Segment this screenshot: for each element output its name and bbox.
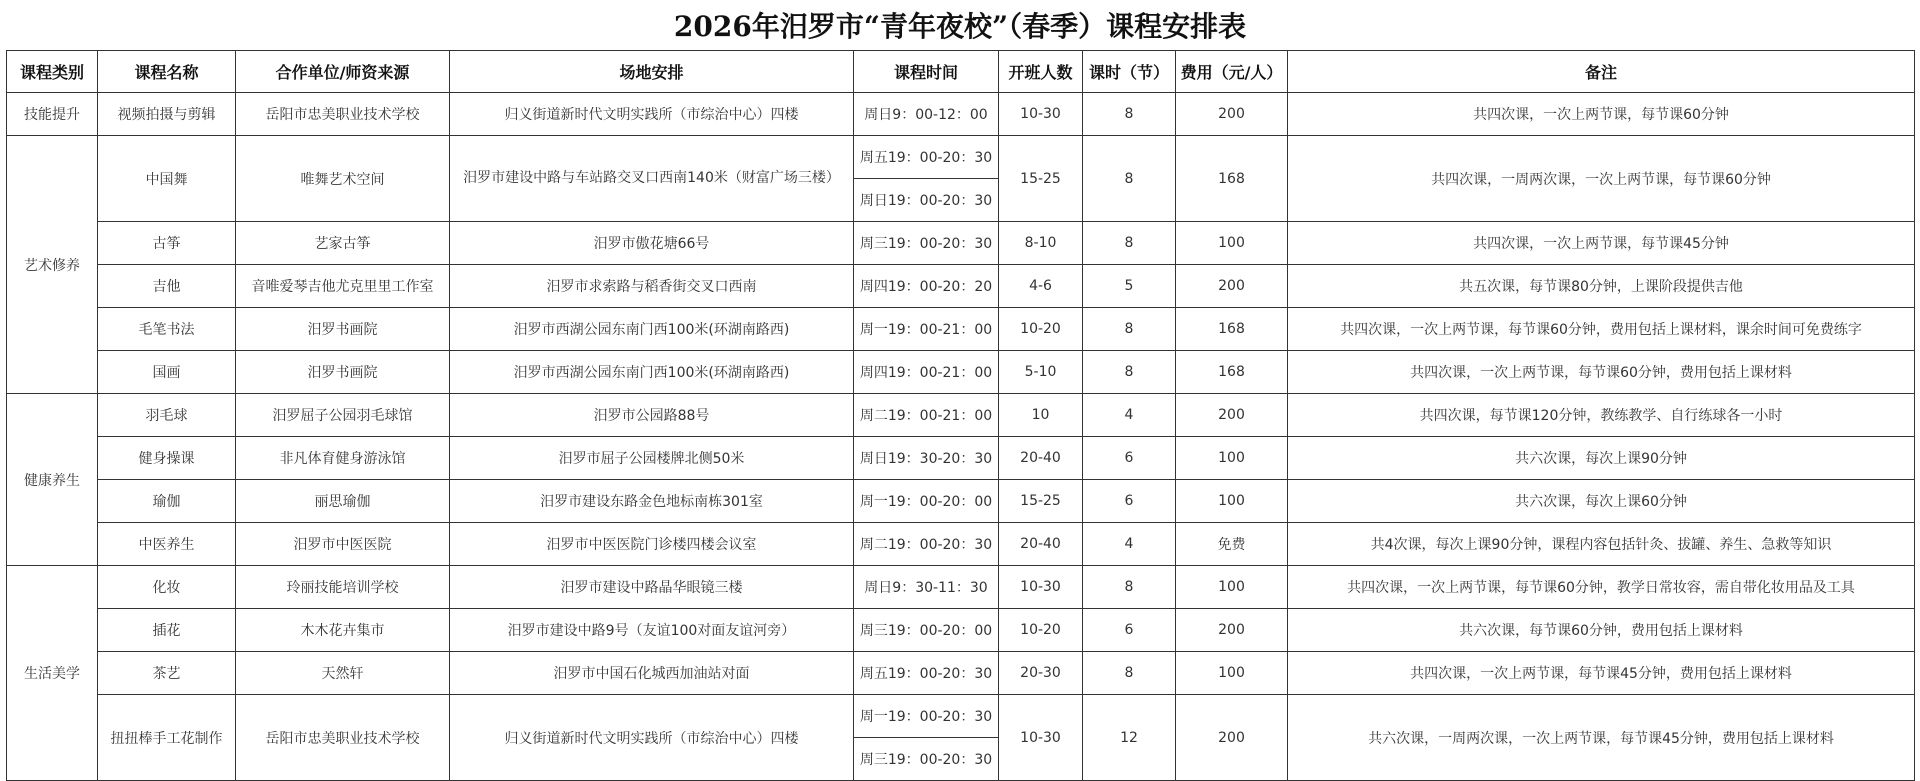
partner-cell: 音唯爱琴吉他尤克里里工作室 — [236, 265, 450, 308]
table-row — [7, 351, 1915, 394]
partner-cell: 岳阳市忠美职业技术学校 — [236, 93, 450, 136]
venue-cell: 汨罗市西湖公园东南门西100米(环湖南路西) — [450, 308, 854, 351]
venue-cell: 汨罗市建设中路晶华眼镜三楼 — [450, 566, 854, 609]
lessons-cell: 8 — [1083, 93, 1176, 136]
fee-cell: 100 — [1176, 566, 1288, 609]
lessons-cell: 5 — [1083, 265, 1176, 308]
fee-cell: 200 — [1176, 265, 1288, 308]
course-name: 视频拍摄与剪辑 — [98, 93, 236, 136]
partner-cell: 汨罗市中医医院 — [236, 523, 450, 566]
lessons-cell: 8 — [1083, 566, 1176, 609]
fee-cell: 100 — [1176, 652, 1288, 695]
course-name: 扭扭棒手工花制作 — [98, 695, 236, 781]
table-row — [7, 566, 1915, 609]
partner-cell: 岳阳市忠美职业技术学校 — [236, 695, 450, 781]
schedule-table-wrapper — [6, 50, 1915, 781]
course-name: 健身操课 — [98, 437, 236, 480]
fee-cell: 200 — [1176, 609, 1288, 652]
lessons-cell: 12 — [1083, 695, 1176, 781]
notes-cell: 共四次课，一次上两节课，每节课60分钟 — [1288, 93, 1915, 136]
class-size-cell: 20-40 — [999, 523, 1083, 566]
lessons-cell: 6 — [1083, 609, 1176, 652]
time-cell: 周二19：00-20：30 — [854, 523, 999, 566]
fee-cell: 100 — [1176, 437, 1288, 480]
fee-cell: 200 — [1176, 93, 1288, 136]
lessons-cell: 8 — [1083, 136, 1176, 222]
time-cell: 周一19：00-21：00 — [854, 308, 999, 351]
notes-cell: 共六次课，每次上课60分钟 — [1288, 480, 1915, 523]
venue-cell: 汨罗市建设中路9号（友谊100对面友谊河旁） — [450, 609, 854, 652]
time-cell: 周日9：30-11：30 — [854, 566, 999, 609]
notes-cell: 共六次课，每节课60分钟，费用包括上课材料 — [1288, 609, 1915, 652]
header-course-name: 课程名称 — [98, 51, 236, 93]
class-size-cell: 5-10 — [999, 351, 1083, 394]
venue-cell: 归义街道新时代文明实践所（市综治中心）四楼 — [450, 695, 854, 781]
lessons-cell: 8 — [1083, 351, 1176, 394]
notes-cell: 共六次课，每次上课90分钟 — [1288, 437, 1915, 480]
partner-cell: 木木花卉集市 — [236, 609, 450, 652]
partner-cell: 汨罗屈子公园羽毛球馆 — [236, 394, 450, 437]
class-size-cell: 20-30 — [999, 652, 1083, 695]
course-name: 插花 — [98, 609, 236, 652]
course-name: 国画 — [98, 351, 236, 394]
header-partner: 合作单位/师资来源 — [236, 51, 450, 93]
notes-cell: 共四次课，一周两次课，一次上两节课，每节课60分钟 — [1288, 136, 1915, 222]
schedule-table — [6, 50, 1915, 781]
notes-cell: 共四次课，每节课120分钟，教练教学、自行练球各一小时 — [1288, 394, 1915, 437]
venue-cell: 汨罗市中国石化城西加油站对面 — [450, 652, 854, 695]
course-name: 毛笔书法 — [98, 308, 236, 351]
venue-cell: 汨罗市公园路88号 — [450, 394, 854, 437]
table-row — [7, 265, 1915, 308]
partner-cell: 丽思瑜伽 — [236, 480, 450, 523]
partner-cell: 天然轩 — [236, 652, 450, 695]
class-size-cell: 4-6 — [999, 265, 1083, 308]
venue-cell: 汨罗市中医医院门诊楼四楼会议室 — [450, 523, 854, 566]
time-cell: 周四19：00-21：00 — [854, 351, 999, 394]
venue-cell: 汨罗市屈子公园楼牌北侧50米 — [450, 437, 854, 480]
table-row — [7, 652, 1915, 695]
category-cell: 技能提升 — [7, 93, 98, 136]
fee-cell: 100 — [1176, 222, 1288, 265]
venue-cell: 汨罗市建设中路与车站路交叉口西南140米（财富广场三楼） — [450, 136, 854, 222]
notes-cell: 共四次课，一次上两节课，每节课60分钟，费用包括上课材料，课余时间可免费练字 — [1288, 308, 1915, 351]
table-row — [7, 609, 1915, 652]
table-row — [7, 437, 1915, 480]
time-cell: 周三19：00-20：30 — [854, 738, 999, 781]
class-size-cell: 10-20 — [999, 308, 1083, 351]
class-size-cell: 10-30 — [999, 695, 1083, 781]
header-notes: 备注 — [1288, 51, 1915, 93]
header-class-size: 开班人数 — [999, 51, 1083, 93]
course-name: 茶艺 — [98, 652, 236, 695]
table-row — [7, 93, 1915, 136]
notes-cell: 共四次课，一次上两节课，每节课60分钟，费用包括上课材料 — [1288, 351, 1915, 394]
table-row — [7, 695, 1915, 738]
partner-cell: 非凡体育健身游泳馆 — [236, 437, 450, 480]
lessons-cell: 6 — [1083, 437, 1176, 480]
notes-cell: 共六次课，一周两次课，一次上两节课，每节课45分钟，费用包括上课材料 — [1288, 695, 1915, 781]
lessons-cell: 4 — [1083, 523, 1176, 566]
class-size-cell: 20-40 — [999, 437, 1083, 480]
fee-cell: 100 — [1176, 480, 1288, 523]
lessons-cell: 8 — [1083, 222, 1176, 265]
class-size-cell: 10-20 — [999, 609, 1083, 652]
time-cell: 周五19：00-20：30 — [854, 136, 999, 179]
time-cell: 周日19：30-20：30 — [854, 437, 999, 480]
time-cell: 周日9：00-12：00 — [854, 93, 999, 136]
header-time: 课程时间 — [854, 51, 999, 93]
time-cell: 周四19：00-20：20 — [854, 265, 999, 308]
lessons-cell: 4 — [1083, 394, 1176, 437]
class-size-cell: 8-10 — [999, 222, 1083, 265]
class-size-cell: 10-30 — [999, 566, 1083, 609]
fee-cell: 免费 — [1176, 523, 1288, 566]
time-cell: 周一19：00-20：30 — [854, 695, 999, 738]
notes-cell: 共四次课，一次上两节课，每节课45分钟 — [1288, 222, 1915, 265]
lessons-cell: 6 — [1083, 480, 1176, 523]
category-cell: 艺术修养 — [7, 136, 98, 394]
table-row — [7, 523, 1915, 566]
time-cell: 周日19：00-20：30 — [854, 179, 999, 222]
page-title: 2026年汨罗市“青年夜校”（春季）课程安排表 — [673, 10, 1247, 43]
header-lessons: 课时（节） — [1083, 51, 1176, 93]
venue-cell: 汨罗市建设东路金色地标南栋301室 — [450, 480, 854, 523]
fee-cell: 168 — [1176, 351, 1288, 394]
notes-cell: 共四次课，一次上两节课，每节课45分钟，费用包括上课材料 — [1288, 652, 1915, 695]
venue-cell: 汨罗市求索路与稻香街交叉口西南 — [450, 265, 854, 308]
table-header-row — [7, 51, 1915, 93]
partner-cell: 玲丽技能培训学校 — [236, 566, 450, 609]
time-cell: 周三19：00-20：30 — [854, 222, 999, 265]
table-row — [7, 308, 1915, 351]
course-name: 羽毛球 — [98, 394, 236, 437]
table-row — [7, 136, 1915, 179]
venue-cell: 归义街道新时代文明实践所（市综治中心）四楼 — [450, 93, 854, 136]
table-row — [7, 394, 1915, 437]
venue-cell: 汨罗市西湖公园东南门西100米(环湖南路西) — [450, 351, 854, 394]
fee-cell: 200 — [1176, 695, 1288, 781]
header-venue: 场地安排 — [450, 51, 854, 93]
table-row — [7, 222, 1915, 265]
course-name: 古筝 — [98, 222, 236, 265]
category-cell: 生活美学 — [7, 566, 98, 781]
category-cell: 健康养生 — [7, 394, 98, 566]
fee-cell: 168 — [1176, 308, 1288, 351]
class-size-cell: 10-30 — [999, 93, 1083, 136]
lessons-cell: 8 — [1083, 652, 1176, 695]
partner-cell: 艺家古筝 — [236, 222, 450, 265]
lessons-cell: 8 — [1083, 308, 1176, 351]
partner-cell: 汨罗书画院 — [236, 351, 450, 394]
course-name: 化妆 — [98, 566, 236, 609]
fee-cell: 200 — [1176, 394, 1288, 437]
table-row — [7, 480, 1915, 523]
notes-cell: 共五次课，每节课80分钟，上课阶段提供吉他 — [1288, 265, 1915, 308]
course-name: 吉他 — [98, 265, 236, 308]
class-size-cell: 10 — [999, 394, 1083, 437]
class-size-cell: 15-25 — [999, 136, 1083, 222]
time-cell: 周三19：00-20：00 — [854, 609, 999, 652]
time-cell: 周五19：00-20：30 — [854, 652, 999, 695]
partner-cell: 唯舞艺术空间 — [236, 136, 450, 222]
notes-cell: 共四次课，一次上两节课，每节课60分钟，教学日常妆容，需自带化妆用品及工具 — [1288, 566, 1915, 609]
course-name: 中国舞 — [98, 136, 236, 222]
venue-cell: 汨罗市傲花塘66号 — [450, 222, 854, 265]
course-name: 中医养生 — [98, 523, 236, 566]
class-size-cell: 15-25 — [999, 480, 1083, 523]
header-category: 课程类别 — [7, 51, 98, 93]
partner-cell: 汨罗书画院 — [236, 308, 450, 351]
time-cell: 周二19：00-21：00 — [854, 394, 999, 437]
fee-cell: 168 — [1176, 136, 1288, 222]
time-cell: 周一19：00-20：00 — [854, 480, 999, 523]
notes-cell: 共4次课，每次上课90分钟，课程内容包括针灸、拔罐、养生、急救等知识 — [1288, 523, 1915, 566]
header-fee: 费用（元/人） — [1176, 51, 1288, 93]
course-name: 瑜伽 — [98, 480, 236, 523]
